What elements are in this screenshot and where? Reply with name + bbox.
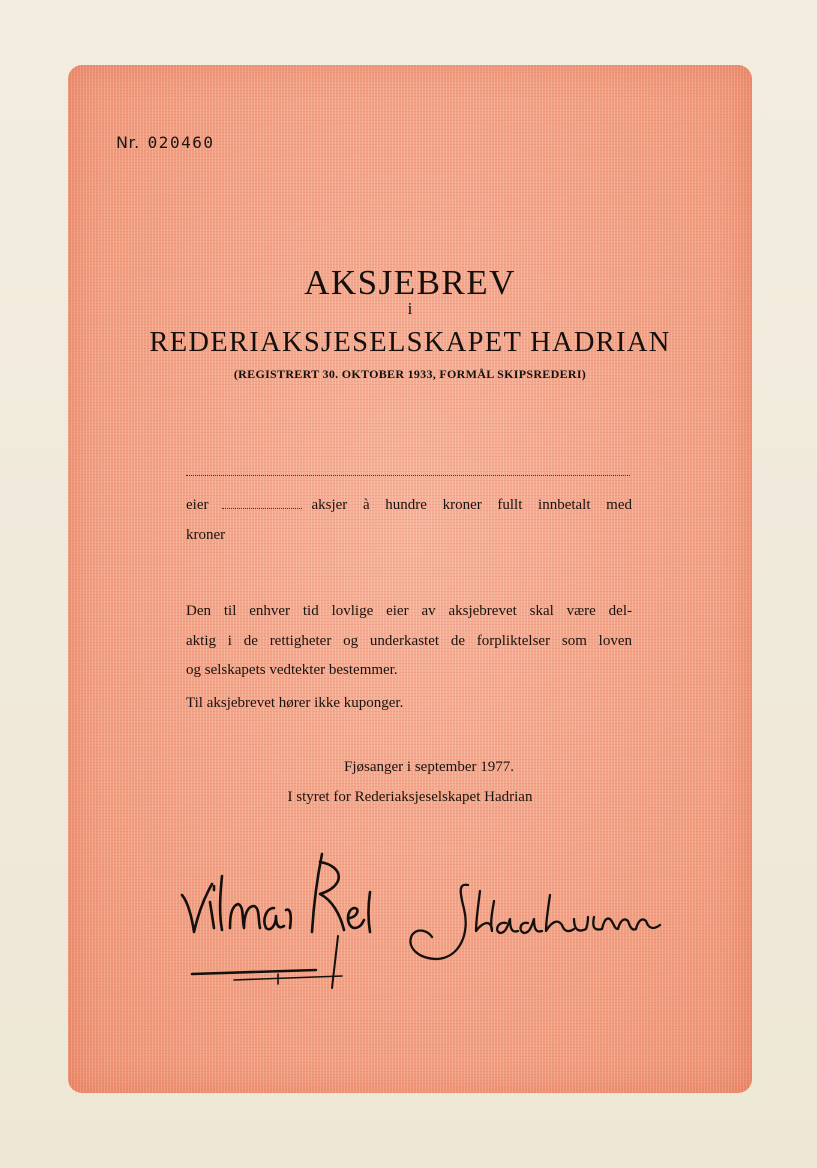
registration-note: (REGISTRERT 30. OKTOBER 1933, FORMÅL SKIPSREDERI): [233, 367, 587, 381]
board-statement: I styret for Rederiaksjeselskapet Hadrian: [287, 789, 533, 805]
shares-text: aksjer à hundre kroner fullt innbetalt med: [311, 497, 632, 513]
clause-line: aktig i de rettigheter og underkastet de forpliktelser som loven: [186, 632, 632, 649]
company-name: REDERIAKSJESELSKAPET HADRIAN: [149, 327, 671, 358]
place-date: Fjøsanger i september 1977.: [344, 759, 514, 775]
owner-name-line: [186, 475, 630, 476]
serial-number: [116, 133, 214, 152]
rights-clause: [186, 597, 632, 686]
shares-line: [186, 497, 632, 514]
serial-number-value: 020460: [147, 133, 215, 152]
clause-line: og selskapets vedtekter bestemmer.: [186, 662, 398, 678]
signature-vilmar-rekstey: [174, 840, 374, 990]
share-certificate: [68, 65, 752, 1093]
shares-prefix: eier: [186, 497, 209, 513]
clause-line: Den til enhver tid lovlige eier av aksjebrevet skal være del-: [186, 603, 632, 619]
kroner-label: kroner: [186, 527, 226, 543]
coupons-note: Til aksjebrevet hører ikke kuponger.: [186, 695, 404, 711]
shares-count-blank: [222, 498, 302, 509]
certificate-title: AKSJEBREV: [304, 263, 516, 302]
signature-haakensen: [398, 873, 668, 973]
title-connector: i: [407, 299, 413, 318]
serial-prefix: Nr.: [116, 133, 140, 152]
